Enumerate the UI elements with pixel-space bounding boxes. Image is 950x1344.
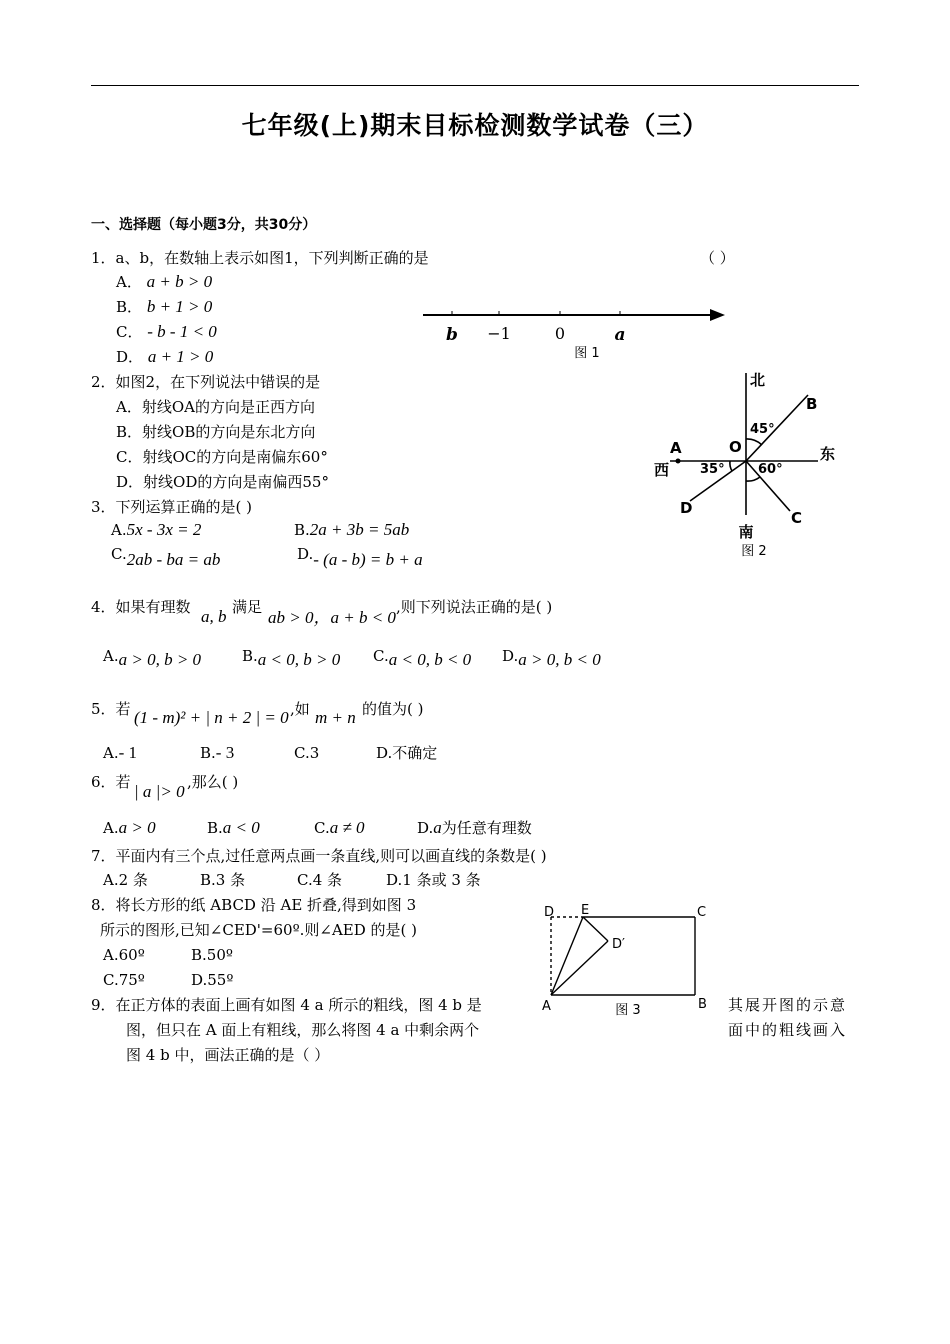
- point-a: [676, 459, 681, 464]
- q1-option-a: [116, 272, 212, 292]
- q4-option-d-label: D.: [502, 647, 519, 665]
- label-c: C: [697, 905, 707, 920]
- arc-45: [746, 439, 762, 445]
- q4-vars: a, b: [201, 607, 227, 626]
- top-rule: [91, 85, 859, 86]
- q1-option-c-expr: - b - 1 < 0: [147, 322, 217, 341]
- q1-option-d-label: D．: [116, 348, 144, 366]
- q1-option-a-expr: a + b > 0: [146, 272, 213, 291]
- q5-option-b-label: B.: [200, 744, 216, 762]
- q4-option-c: [373, 647, 472, 670]
- q3-option-a-label: A.: [111, 521, 127, 539]
- q1-option-b-label: B．: [116, 298, 143, 316]
- q3-option-a: [111, 520, 201, 540]
- q4-option-a: [103, 647, 202, 670]
- arc-60: [746, 477, 760, 481]
- q1-option-d-expr: a + 1 > 0: [147, 347, 214, 366]
- q4-condition: ab > 0，a + b < 0: [268, 608, 396, 627]
- q7-option-a: A.2 条: [103, 871, 148, 889]
- q4-option-c-expr: a < 0, b < 0: [388, 650, 472, 669]
- label-east: 东: [820, 445, 836, 463]
- label-o: O: [729, 438, 742, 456]
- q6-option-d-var: a: [433, 818, 442, 837]
- q6-option-d-label: D.: [417, 819, 434, 837]
- label-d-prime: D′: [612, 937, 625, 952]
- q3-option-c-label: C.: [111, 545, 127, 563]
- q8-option-d: D.55º: [191, 971, 234, 989]
- q6-condition: | a |> 0: [134, 782, 185, 801]
- q4-option-a-label: A.: [103, 647, 119, 665]
- fold-line-ae: [551, 917, 583, 995]
- label-b: B: [806, 395, 818, 413]
- section-heading: 一、选择题（每小题3分，共30分）: [91, 217, 317, 233]
- q6-option-b-label: B.: [207, 819, 223, 837]
- q5-option-b-expr: - 3: [215, 743, 235, 762]
- q7-option-c: C.4 条: [297, 871, 343, 889]
- q8-stem-line2: 所示的图形,已知∠CED'=60º.则∠AED 的是( ): [100, 921, 418, 939]
- q8-stem-line1: 8．将长方形的纸 ABCD 沿 AE 折叠,得到如图 3: [91, 896, 417, 914]
- label-a: A: [670, 439, 682, 457]
- q6-stem-part1: 6．若: [91, 773, 131, 791]
- q9-line2-left: 图，但只在 A 面上有粗线，那么将图 4 a 中剩余两个: [126, 1021, 480, 1039]
- q3-option-d-expr: - (a - b) = b + a: [313, 550, 423, 569]
- q9-line2-right: 面中的粗线画入: [728, 1021, 848, 1039]
- figure-2-caption: 图 2: [741, 544, 767, 559]
- q3-option-c: [111, 545, 221, 570]
- label-e: E: [581, 903, 590, 918]
- arc-35: [730, 461, 732, 471]
- q4-option-d: [502, 647, 601, 670]
- q5-stem-part2: ,如: [290, 700, 310, 718]
- q6-option-c-label: C.: [314, 819, 330, 837]
- q9-line3: 图 4 b 中，画法正确的是（ ）: [126, 1046, 330, 1064]
- q1-stem: 1．a、b，在数轴上表示如图1，下列判断正确的是: [91, 249, 429, 267]
- q4-option-b-label: B.: [242, 647, 258, 665]
- q7-option-d: D.1 条或 3 条: [386, 871, 481, 889]
- q1-option-d: [116, 347, 213, 367]
- q3-option-b-label: B.: [294, 521, 310, 539]
- q7-stem: 7．平面内有三个点,过任意两点画一条直线,则可以画直线的条数是( ): [91, 847, 547, 865]
- label-60-degrees: 60°: [758, 462, 783, 477]
- figure-2-compass: [650, 365, 850, 565]
- q4-option-b-expr: a < 0, b > 0: [257, 650, 341, 669]
- q2-option-d: D．射线OD的方向是南偏西55°: [116, 473, 329, 491]
- q6-option-a-expr: a > 0: [118, 818, 156, 837]
- q4-stem-part2: 满足: [232, 598, 263, 616]
- edge-d-prime-a: [551, 941, 608, 995]
- q5-condition: (1 - m)² + | n + 2 | = 0: [134, 708, 289, 727]
- q3-option-b: [294, 520, 409, 540]
- q4-option-a-expr: a > 0, b > 0: [118, 650, 202, 669]
- q4-option-b: [242, 647, 341, 670]
- label-d: D: [544, 905, 555, 920]
- q6-option-a-label: A.: [103, 819, 119, 837]
- q1-option-b-expr: b + 1 > 0: [146, 297, 213, 316]
- q5-option-b: [200, 743, 234, 763]
- q5-option-a-expr: - 1: [118, 743, 138, 762]
- q4-stem-part3: ,则下列说法正确的是( ): [396, 598, 553, 616]
- q6-option-b-expr: a < 0: [222, 818, 260, 837]
- q6-option-c: [314, 818, 365, 838]
- q3-stem: 3．下列运算正确的是( ): [91, 498, 253, 516]
- q8-option-a: A.60º: [103, 946, 145, 964]
- label-45-degrees: 45°: [750, 422, 775, 437]
- label-minus-1: −1: [487, 324, 511, 343]
- q7-option-b: B.3 条: [200, 871, 246, 889]
- q8-option-c: C.75º: [103, 971, 145, 989]
- q6-option-d: [417, 818, 532, 838]
- q3-option-a-expr: 5x - 3x = 2: [126, 520, 202, 539]
- q1-option-c-label: C．: [116, 323, 143, 341]
- q1-option-c: [116, 322, 217, 342]
- number-line-arrow: [710, 309, 725, 321]
- q6-option-d-text: 为任意有理数: [441, 819, 532, 837]
- label-0: 0: [554, 324, 566, 343]
- q2-stem: 2．如图2，在下列说法中错误的是: [91, 373, 321, 391]
- q3-option-d: [297, 545, 423, 570]
- q2-option-c: C．射线OC的方向是南偏东60°: [116, 448, 328, 466]
- label-north: 北: [750, 371, 766, 389]
- q4-stem-part1: 4．如果有理数: [91, 598, 191, 616]
- q6-stem-part2: ,那么( ): [187, 773, 239, 791]
- q2-option-b: B．射线OB的方向是东北方向: [116, 423, 316, 441]
- q2-option-a: A．射线OA的方向是正西方向: [116, 398, 315, 416]
- figure-3-folded-rectangle: [540, 902, 720, 1022]
- label-c: C: [791, 509, 803, 527]
- q9-line1-left: 9．在正方体的表面上画有如图 4 a 所示的粗线，图 4 b 是: [91, 996, 482, 1014]
- q5-stem-part1: 5．若: [91, 700, 131, 718]
- q3-option-c-expr: 2ab - ba = ab: [126, 550, 221, 569]
- q8-option-b: B.50º: [191, 946, 233, 964]
- q9-line1-right: 其展开图的示意: [728, 996, 848, 1014]
- q5-option-d: D.不确定: [376, 744, 438, 762]
- q5-option-c: C.3: [294, 744, 320, 762]
- q4-option-d-expr: a > 0, b < 0: [518, 650, 601, 669]
- q5-option-a-label: A.: [103, 744, 119, 762]
- label-b: B: [698, 997, 707, 1012]
- q1-option-a-label: A．: [116, 273, 142, 291]
- figure-1-caption: 图 1: [574, 346, 600, 361]
- q5-option-a: [103, 743, 137, 763]
- q4-option-c-label: C.: [373, 647, 389, 665]
- q1-answer-paren: （ ）: [700, 249, 735, 267]
- figure-3-caption: 图 3: [615, 1003, 641, 1018]
- label-b: b: [446, 325, 458, 345]
- page-title: 七年级(上)期末目标检测数学试卷（三）: [241, 111, 709, 140]
- label-a: a: [614, 325, 626, 345]
- q6-option-a: [103, 818, 156, 838]
- q1-option-b: [116, 297, 212, 317]
- figure-1-number-line: [415, 300, 735, 365]
- q6-option-b: [207, 818, 260, 838]
- q3-option-b-expr: 2a + 3b = 5ab: [309, 520, 410, 539]
- label-south: 南: [738, 523, 754, 541]
- q6-option-c-expr: a ≠ 0: [329, 818, 365, 837]
- label-a: A: [542, 999, 551, 1014]
- q5-stem-part3: 的值为( ): [362, 700, 424, 718]
- q5-expr: m + n: [315, 708, 356, 727]
- label-d: D: [680, 499, 693, 517]
- label-35-degrees: 35°: [700, 462, 725, 477]
- q3-option-d-label: D.: [297, 545, 314, 563]
- edge-ed-prime: [583, 917, 608, 941]
- label-west: 西: [654, 461, 670, 479]
